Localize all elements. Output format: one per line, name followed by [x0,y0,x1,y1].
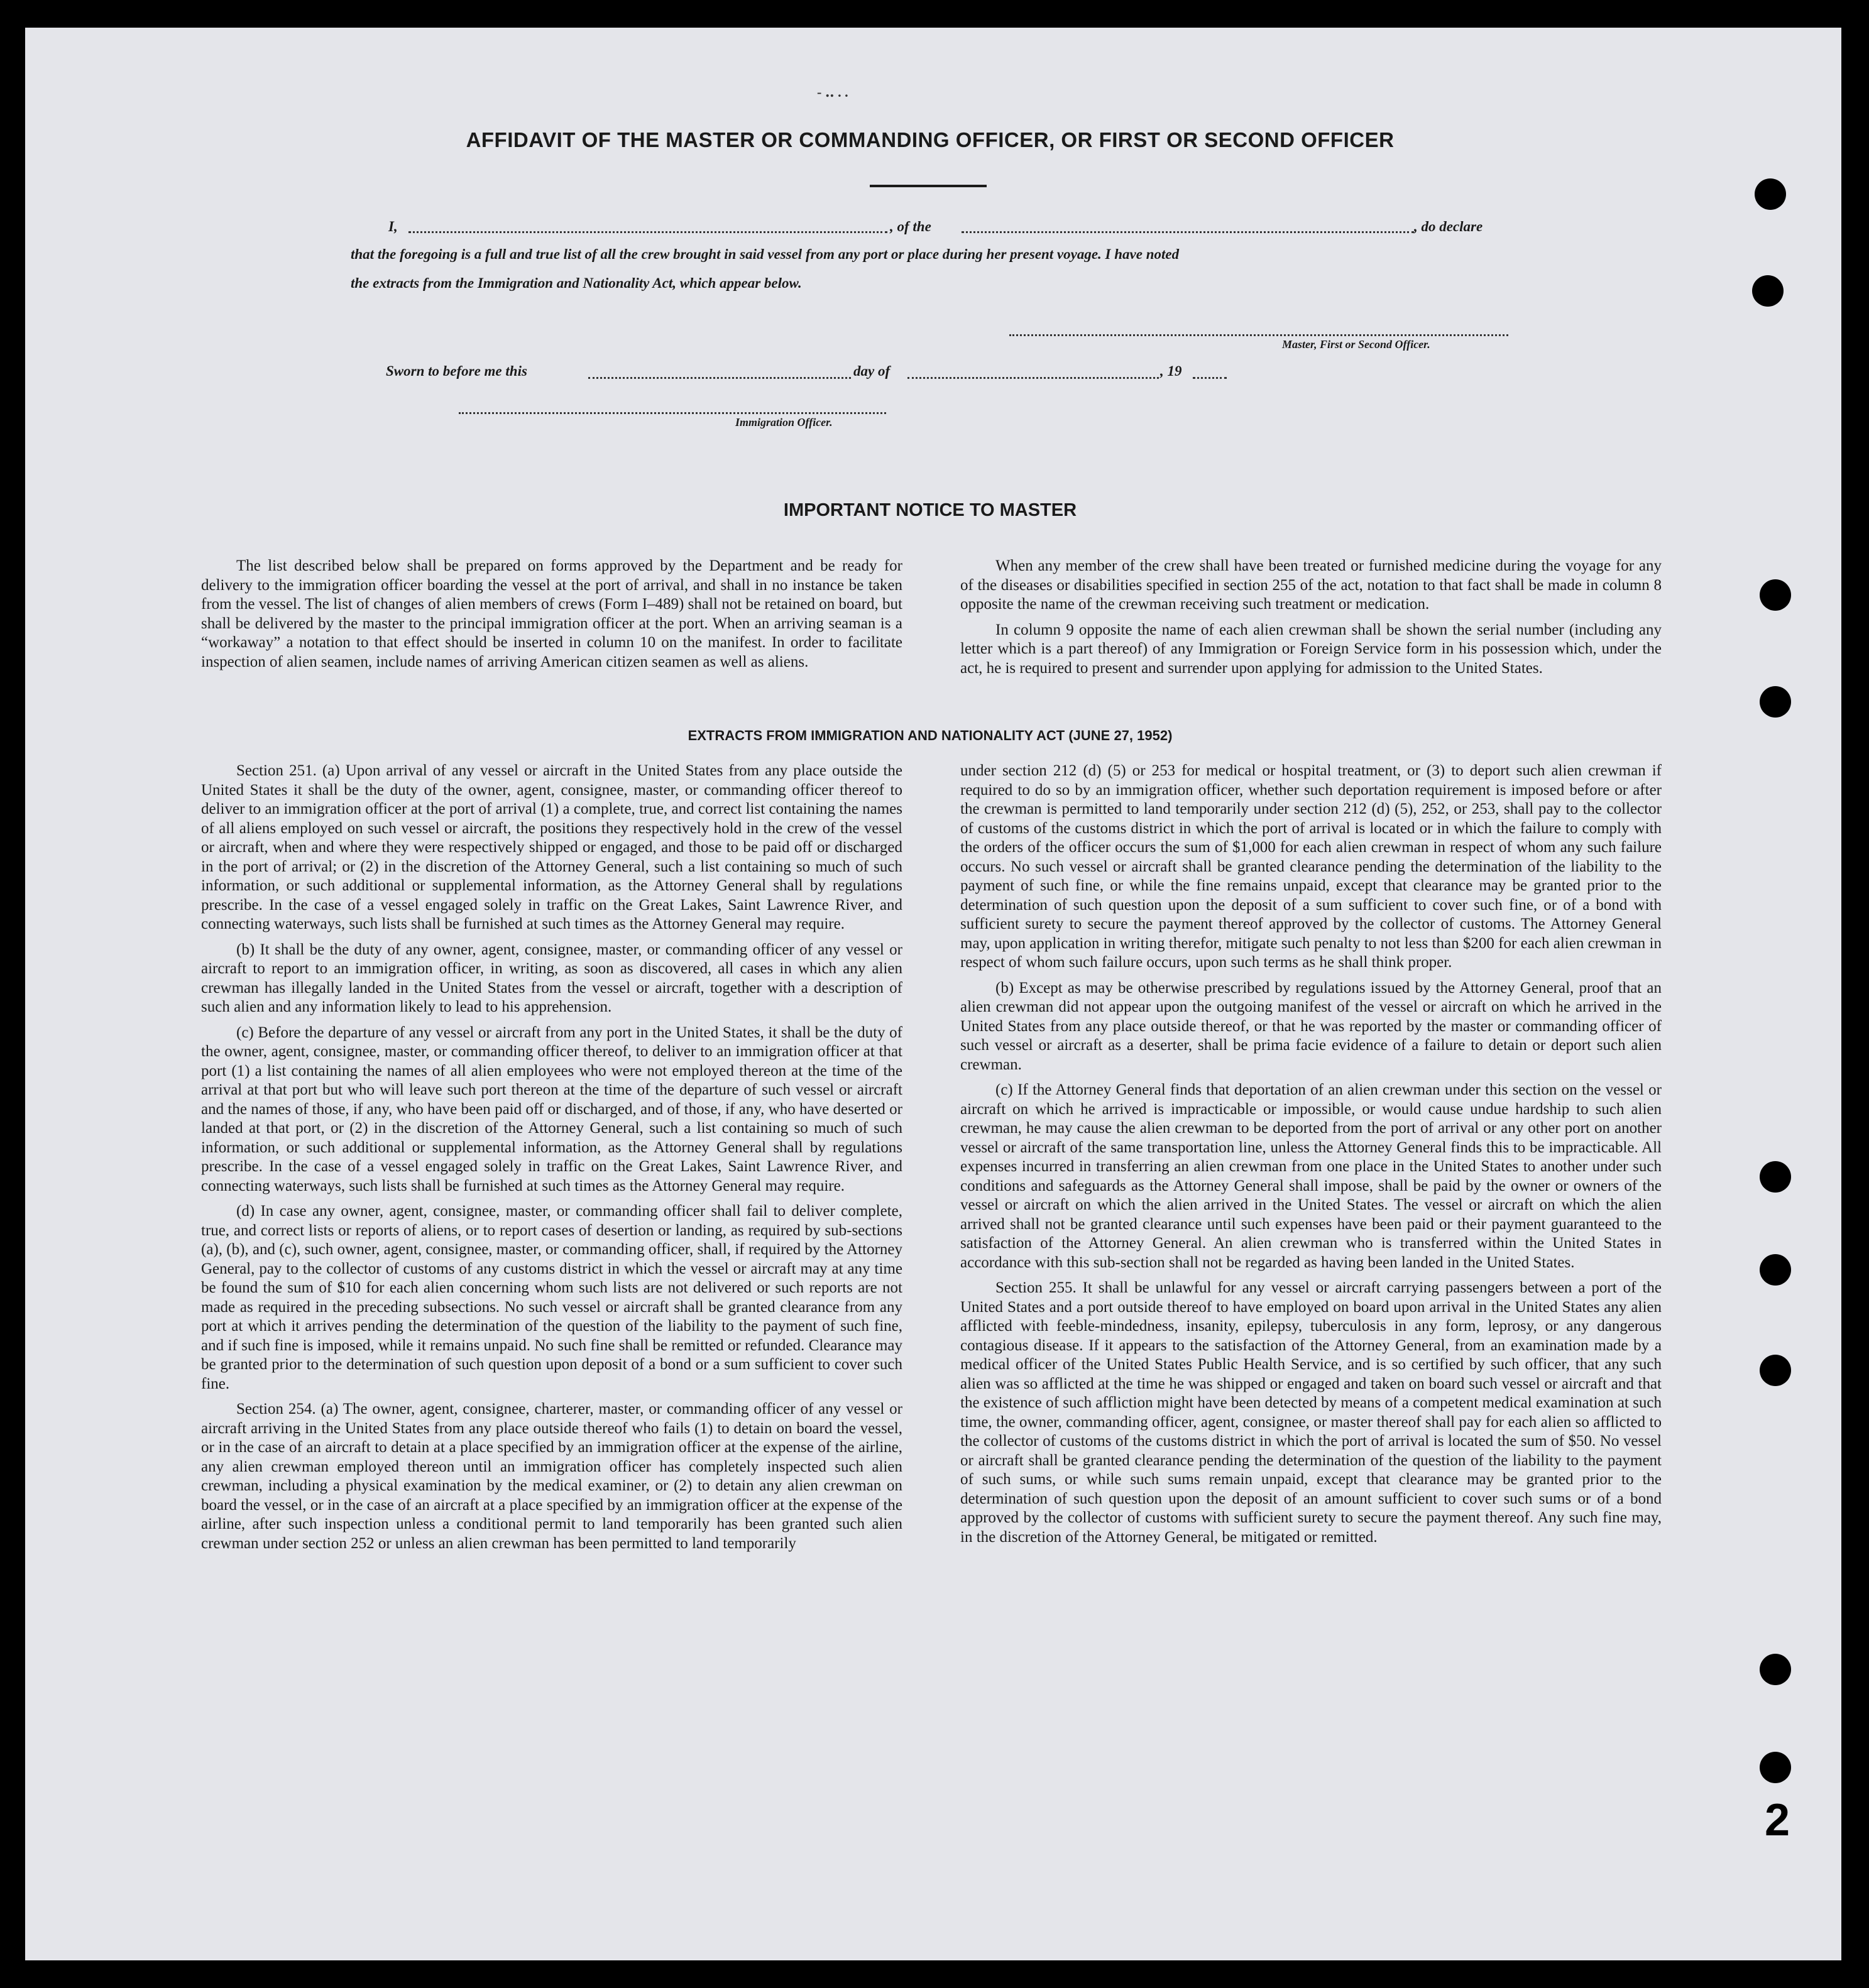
extract-paragraph: (c) Before the departure of any vessel or aircraft from any port in the United States, it shall be the duty of the owner, agent, consignee, master, or commanding officer thereof, to deliver to an immigration officer at that port (1) a list containing the names of all alien employees who were not employed thereon at the time of the arrival at that port but who will leave such port thereon at the time of the departure of such vessel or aircraft and the names of those, if any, who have been paid off or discharged, and of those, if any, who have deserted or landed at that port, or (2) in the discretion of the Attorney General, such a list containing so much of such information, or such additional or supplemental information, as the Attorney General shall by regulations prescribe. In the case of a vessel engaged solely in traffic on the Great Lakes, Saint Lawrence River, and connecting waterways, such lists shall be furnished at such times as the Attorney General may require. [201,1024,902,1194]
notice-right-paragraph: In column 9 opposite the name of each alien crewman shall be shown the serial number (including any letter which is a part thereof) of any Immigration or Foreign Service form in his possession which, under the act, he is required to present and surrender upon applying for admission to the United States. [960,621,1662,677]
punch-hole [1760,1752,1791,1783]
punch-hole [1760,579,1791,611]
top-marks: - ‥ . . [817,84,848,100]
notice-right-column [960,557,1662,684]
immigration-officer-label: Immigration Officer. [735,416,833,429]
extracts-right-column [960,762,1662,1553]
punch-hole [1760,1654,1791,1685]
title-underline [870,185,987,187]
corner-mark: 2 [1765,1795,1790,1845]
extracts-title: EXTRACTS FROM IMMIGRATION AND NATIONALITY ACT (JUNE 27, 1952) [688,728,1173,743]
notice-left-column [201,557,902,678]
notice-right-paragraph: When any member of the crew shall have been treated or furnished medicine during the voyage for any of the diseases or disabilities specified in section 255 of the act, notation to that fact shall be made in column 8 opposite the name of the crewman receiving such treatment or medication. [960,557,1662,613]
master-label: Master, First or Second Officer. [1282,338,1430,351]
affidavit-declare-label: , do declare [1414,219,1483,234]
extract-paragraph: under section 212 (d) (5) or 253 for medical or hospital treatment, or (3) to deport such alien crewman if required to do so by an immigration officer, whether such deportation requirement is imposed before or after the crewman is permitted to land temporarily under section 212 (d) (5), 252, or 253, shall pay to the collector of customs of the customs district in which the port of arrival is located or in which the failure to comply with the orders of the officer occurs the sum of $1,000 for each alien crewman in respect of whom any such failure occurs. No such vessel or aircraft shall be granted clearance pending the determination of the liability to the payment of such fine, or while the fine remains unpaid, except that clearance may be granted prior to the determination of such question upon the deposit of a sum sufficient to cover such fine, or of a bond with sufficient surety to secure the payment thereof approved by the collector of customs. The Attorney General may, upon application in writing therefor, mitigate such penalty to not less than $200 for each alien crewman in respect of whom such failure occurs, upon such terms as he shall think proper. [960,762,1662,971]
day-of-label: day of [853,363,891,379]
punch-hole [1760,1161,1791,1193]
master-signature-field[interactable] [1009,334,1508,336]
affidavit-line-2: that the foregoing is a full and true list of all the crew brought in said vessel from any port or place during her present voyage. I have noted [351,246,1180,262]
punch-hole [1760,1254,1791,1286]
affidavit-i-label: I, [388,219,398,234]
affidavit-line-3: the extracts from the Immigration and Nationality Act, which appear below. [351,275,802,291]
sworn-month-field[interactable] [907,377,1159,379]
notice-left-paragraph: The list described below shall be prepared on forms approved by the Department and be ready for delivery to the immigration officer boarding the vessel at the port of arrival, and shall in no instance be taken from the vessel. The list of changes of alien members of crews (Form I–489) shall not be retained on board, but shall be delivered by the master to the principal immigration officer at the port. When an arriving seaman is a “workaway” a notation to that effect should be inserted in column 10 on the manifest. In order to facilitate inspection of alien seamen, include names of arriving American citizen seamen as well as aliens. [201,557,902,670]
extract-paragraph: (d) In case any owner, agent, consignee, master, or commanding officer shall fail to deliver complete, true, and correct lists or reports of aliens, or to report cases of desertion or landing, as required by sub-sections (a), (b), and (c), such owner, agent, consignee, master, or commanding officer, shall, if required by the Attorney General, pay to the collector of customs of any customs district in which the vessel or aircraft may at any time be found the sum of $10 for each alien concerning whom such lists are not delivered or such reports are not made as required in the preceding subsections. No such vessel or aircraft shall be granted clearance from any port at which it arrives pending the determination of the question of the liability to the payment of such fine, and if such fine is imposed, while it remains unpaid. No such fine shall be remitted or refunded. Clearance may be granted prior to the determination of such question upon deposit of a bond or a sum sufficient to cover such fine. [201,1203,902,1392]
extract-paragraph: Section 251. (a) Upon arrival of any vessel or aircraft in the United States from any place outside the United States it shall be the duty of the owner, agent, consignee, master, or commanding officer thereof to deliver to an immigration officer at the port of arrival (1) a complete, true, and correct list containing the names of all aliens employed on such vessel or aircraft, the positions they respectively hold in the crew of the vessel or aircraft, when and where they were respectively shipped or engaged, and those to be paid off or discharged in the port of arrival; or (2) in the discretion of the Attorney General, such a list containing so much of such information, or such additional or supplemental information, as the Attorney General shall by regulations prescribe. In the case of a vessel engaged solely in traffic on the Great Lakes, Saint Lawrence River, and connecting waterways, such lists shall be furnished at such times as the Attorney General may require. [201,762,902,932]
sworn-label: Sworn to before me this [386,363,527,379]
name-field[interactable] [408,231,887,233]
vessel-field[interactable] [962,231,1414,233]
extract-paragraph: Section 255. It shall be unlawful for any vessel or aircraft carrying passengers between a port of the United States and a port outside thereof to have employed on board upon arrival in the United States any alien afflicted with feeble-mindedness, insanity, epilepsy, tuberculosis in any form, leprosy, or any dangerous contagious disease. If it appears to the satisfaction of the Attorney General, from an examination made by a medical officer of the United States Public Health Service, and is so certified by such officer, that any such alien was so afflicted at the time he was shipped or engaged and taken on board such vessel or aircraft and that the existence of such affliction might have been detected by means of a competent medical examination at such time, the owner, commanding officer, agent, consignee, or master thereof shall pay for each alien so afflicted to the collector of customs of the customs district in which the port of arrival is located the sum of $50. No vessel or aircraft shall be granted clearance pending the determination of the question of the liability to the payment of such sums, or while such sums remain unpaid, except that clearance may be granted prior to the determination of such question upon the deposit of an amount sufficient to cover such sums or of a bond approved by the collector of customs with sufficient surety to secure the payment thereof. Any such fine may, in the discretion of the Attorney General, be mitigated or remitted. [960,1279,1662,1546]
punch-hole [1752,275,1784,307]
year-label: , 19 [1160,363,1182,379]
extract-paragraph: (c) If the Attorney General finds that deportation of an alien crewman under this section on the vessel or aircraft on which he arrived is impracticable or impossible, or would cause undue hardship to such alien crewman, he may cause the alien crewman to be deported from the port of arrival or any other port on another vessel or aircraft of the same transportation line, unless the Attorney General finds this to be impracticable. All expenses incurred in transferring an alien crewman from one place in the United States to another under such conditions and safeguards as the Attorney General shall impose, shall be paid by the owner or owners of the vessel or aircraft on which the alien arrived in the United States. The vessel or aircraft on which the alien arrived shall not be granted clearance until such expenses have been paid or their payment guaranteed to the satisfaction of the Attorney General. An alien crewman who is transferred within the United States in accordance with this sub-section shall not be regarded as having been landed in the United States. [960,1081,1662,1271]
sworn-day-field[interactable] [588,377,851,379]
extract-paragraph: (b) Except as may be otherwise prescribed by regulations issued by the Attorney General, proof that an alien crewman did not appear upon the outgoing manifest of the vessel or aircraft on which he arrived in the United States from any place outside thereof, or that he was reported by the master or commanding officer of such vessel or aircraft as a deserter, shall be prima facie evidence of a failure to detain or deport such alien crewman. [960,979,1662,1073]
punch-hole [1760,686,1791,718]
punch-hole [1760,1355,1791,1386]
sworn-year-field[interactable] [1193,377,1227,379]
affidavit-title: AFFIDAVIT OF THE MASTER OR COMMANDING OFFICER, OR FIRST OR SECOND OFFICER [466,128,1395,151]
punch-hole [1755,178,1786,210]
affidavit-of-the-label: , of the [890,219,931,234]
immigration-officer-signature-field[interactable] [459,412,886,414]
extract-paragraph: (b) It shall be the duty of any owner, agent, consignee, master, or commanding officer of any vessel or aircraft to report to an immigration officer, in writing, as soon as discovered, all cases in which any alien crewman has illegally landed in the United States from the vessel or aircraft, together with a description of such alien and any information likely to lead to his apprehension. [201,941,902,1015]
notice-title: IMPORTANT NOTICE TO MASTER [783,500,1077,520]
extracts-left-column [201,762,902,1559]
extract-paragraph: Section 254. (a) The owner, agent, consignee, charterer, master, or commanding officer of any vessel or aircraft arriving in the United States from any place outside thereof who fails (1) to detain on board the vessel, or in the case of an aircraft to detain at a place specified by an immigration officer at the expense of the airline, any alien crewman employed thereon until an immigration officer has completely inspected such alien crewman, including a physical examination by the medical examiner, or (2) to detain any alien crewman on board the vessel, or in the case of an aircraft at a place specified by an immigration officer at the expense of the airline, after such inspection unless a conditional permit to land temporarily has been granted such alien crewman under section 252 or unless an alien crewman has been permitted to land temporarily [201,1401,902,1552]
